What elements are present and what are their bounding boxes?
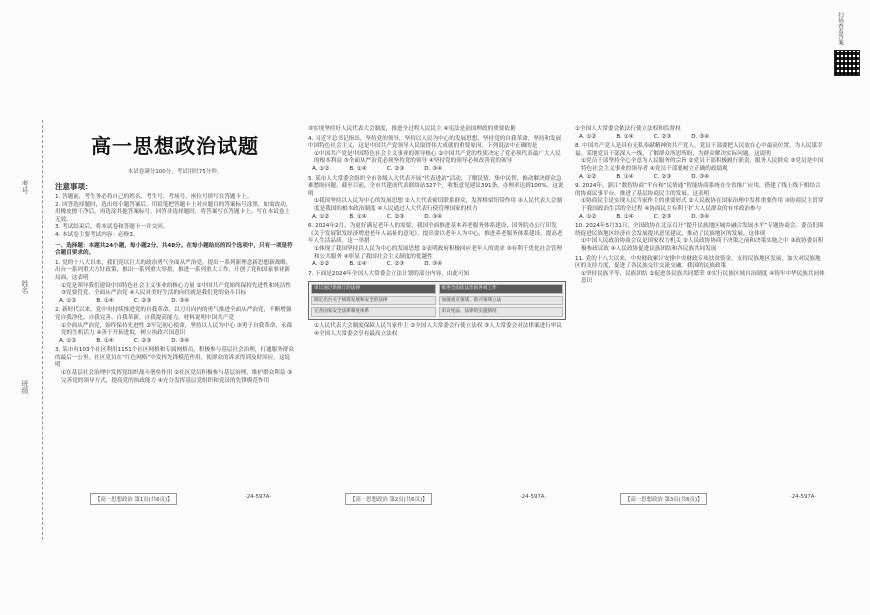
question-options: ①中国人民政治协商会议是国家权力机关 ②人民政协协商于决策之前和决策实施之中 ③政协委员积极参政议政 ④人民政协促进民族团结和各民族共同发展 <box>581 238 824 252</box>
choice-c: C. ②③ <box>653 133 672 140</box>
choice-a: A. ①② <box>312 165 330 172</box>
page-2-column <box>308 126 566 338</box>
choice-b: B. ①④ <box>616 133 634 140</box>
question-options: ①中国共产党是中国特色社会主义事业的领导核心 ②中国共产党的性质决定了党必须代表最广大人民的根本利益 ③全面从严治党必须坚持党的领导 ④坚持党的领导必须改善党的领导 <box>314 150 561 165</box>
choice-b: B. ①④ <box>616 213 634 220</box>
choice-c: C. ②③ <box>386 261 405 268</box>
choice-c: C. ②③ <box>653 213 672 220</box>
question-figure <box>308 281 566 320</box>
choice-b: B. ①④ <box>349 165 367 172</box>
choice-c: C. ②③ <box>653 173 672 180</box>
question-options: ①协商民主是实现人民当家作主的重要形式 ②人民政协在国家治理中发挥重要作用 ③协商民主贯穿于我国政治生活的全过程 ④协商民主有利于扩大人民群众的有序政治参与 <box>581 198 824 212</box>
choice-a: A. ①② <box>312 261 330 268</box>
page-code: ·24-597A· <box>790 494 817 500</box>
question-options: ①坚持民族平等、民族团结 ②促进各民族共同繁荣 ③实行民族区域自治制度 ④铸牢中华民族共同体意识 <box>581 270 825 285</box>
answer-choices <box>575 214 825 222</box>
choice-b: B. ①④ <box>349 261 367 268</box>
question-options: ①在基层社会治理中发挥党组织战斗堡垒作用 ②社区党员积极参与基层治理，维护群众利益 ③完善党的领导方式，提高党的执政能力 ④充分发挥基层党组织和党员的先锋模范作用 <box>61 370 293 384</box>
question-stem: 6. 2024年2月，为更好满足老年人的需要，我国全面推进基本养老服务体系建设，国务院办公厅印发《关于发展银发经济增进老年人福祉的意见》，提出要以老年人为中心，推进养老服务体系建设，提高老年人生活品质。这一举措 <box>308 223 563 245</box>
question-stem: 3. 某市有103个社区利用1151个社区网格和专属网格员，积极参与基层社会治理，打通服务群众的最后一公里。社区党员在“红色网格”中发挥先锋模范作用，使群众的诉求得到及时回应。这说明 <box>55 347 294 369</box>
qr-label: 扫码查看答案 <box>837 12 843 45</box>
question-options: ①全面从严治党，始终保持先进性 ②牢记初心使命，坚持以人民为中心 ③勇于自我革命，永葆党的生机活力 ④善于开拓进取，树立执政兴国意识 <box>61 322 293 337</box>
name-label: 姓名 <box>21 280 29 294</box>
choice-a: A. ①② <box>579 213 597 220</box>
qr-code-icon[interactable] <box>834 50 860 76</box>
choice-d: D. ③④ <box>424 165 443 172</box>
figure-cell: 审议通过新修订的法律 <box>311 284 436 294</box>
question-stem: 4. 习近平总书记指出，坚持党的领导，坚持以人民为中心的发展思想，坚持党的自我革命，坚持和发展中国特色社会主义，这是中国共产党领导人民取得伟大成就的重要原因。下列说法中正确的是 <box>308 135 562 150</box>
choice-d: D. ③④ <box>691 213 710 220</box>
note-item: 4. 本试卷主要考试内容：必修3。 <box>55 231 139 238</box>
exam-subtitle: 本试卷满分100分，考试用时75分钟。 <box>127 169 223 175</box>
qr-code-block[interactable] <box>832 12 862 78</box>
section-heading: 一、选择题：本题共24小题，每小题2分，共48分。在每小题给出的四个选项中，只有一项是符合题目要求的。 <box>55 242 293 257</box>
question-stem: 2. 新时代以来，党中央持续推进党的自我革命，以刀刃向内的勇气推进全面从严治党，不断增强党自我净化、自我完善、自我革新、自我提高能力。材料说明中国共产党 <box>55 307 292 321</box>
question-options: ③实现坚持好人民代表大会制度，推进全过程人民民主 ④宪法是治国理政的重要依据 <box>308 126 516 132</box>
question-options: ①党是领导我们建设中国特色社会主义事业的核心力量 ②中国共产党始终保持先进性和纯洁性 ③党要管党、全面从严治党 ④人民对美好生活的向往就是我们党的奋斗目标 <box>61 282 291 297</box>
answer-choices <box>575 134 825 142</box>
class-label: 班级 <box>21 380 29 394</box>
choice-a: A. ①② <box>312 213 330 220</box>
question-stem: 9. 2024年，浙江“数智协商”平台和“民情通”智能协商系统在全省推广应用，搭建了线上线下相结合的协商议事平台，推进了基层协商民主的发展。这表明 <box>575 183 821 197</box>
choice-a: A. ①② <box>59 297 77 304</box>
note-item: 2. 回答选择题时，选出每小题答案后，用铅笔把答题卡上对应题目的答案标号涂黑。如需改动，用橡皮擦干净后，再选涂其他答案标号。回答非选择题时，将答案写在答题卡上。写在本试卷上无效。 <box>55 201 292 223</box>
choice-c: C. ②③ <box>386 213 405 220</box>
question-stem: 7. 下面是2024年全国人大常委会立法计划的部分内容，由此可知 <box>308 270 470 277</box>
question-options: ①人民代表大会制度保障人民当家作主 ②全国人大常委会行使立法权 ③人大常委会对法律案进行审议 ④全国人大常委会享有最高立法权 <box>314 323 562 337</box>
figure-cell: 制定出台关于统筹发展和安全的法律 <box>311 296 436 306</box>
figure-cell: 审议宪法、法律的实施情况 <box>439 307 564 317</box>
choice-c: C. ②③ <box>386 165 405 172</box>
choice-b: B. ①④ <box>96 337 114 344</box>
page-3-column <box>575 126 825 286</box>
choice-d: D. ③④ <box>171 297 190 304</box>
choice-d: D. ③④ <box>171 337 190 344</box>
question-stem: 8. 中国共产党人是具有无私奉献精神的共产党人。党员干部要把人民放在心中最高位置，为人民谋幸福。某地党员干部深入一线，了解群众所思所盼，为群众解决实际问题。这说明 <box>575 143 823 157</box>
figure-cell: 推进全面依法治国各项工作 <box>439 284 564 294</box>
choice-d: D. ③④ <box>691 173 710 180</box>
choice-c: C. ②③ <box>133 297 152 304</box>
exam-number-label: 考号 <box>21 180 29 194</box>
question-stem: 10. 2024年5月31日，全国政协在北京召开“提升民族地区城乡融合发展水平”专题协商会。委员们围绕促进民族地区经济社会发展提出意见建议，推动了民族地区的发展。这体现 <box>575 223 824 237</box>
question-options: ①党员干部坚持全心全意为人民服务的宗旨 ②党员干部积极履行职责，服务人民群众 ③党员是中国特色社会主义事业的领导者 ④党员干部要树立正确的政绩观 <box>581 158 824 172</box>
figure-column <box>439 284 564 317</box>
choice-b: B. ①④ <box>616 173 634 180</box>
choice-b: B. ①④ <box>349 213 367 220</box>
page-footer: 【高一思想政治 第2页(共6页)】 <box>345 493 432 505</box>
choice-b: B. ①④ <box>96 297 114 304</box>
answer-choices <box>575 174 825 182</box>
question-options: ①体现了我国坚持以人民为中心的发展思想 ②表明政府积极回应老年人的需求 ③有利于优化社会管理和公共服务 ④彰显了我国社会主义制度的优越性 <box>314 245 562 260</box>
choice-d: D. ③④ <box>424 261 443 268</box>
answer-choices <box>308 261 566 269</box>
answer-choices <box>308 166 566 174</box>
choice-d: D. ③④ <box>691 133 710 140</box>
figure-cell: 加强重点领域、新兴领域立法 <box>439 296 564 306</box>
question-stem: 5. 某市人大常委会组织全市各级人大代表开展“代表进站”活动，了解民情、集中民智，推动解决群众急难愁盼问题。截至目前，全市共建成代表联络站327个，收集意见建议391条，办理率达到100%。这说明 <box>308 175 564 197</box>
question-options: ①全国人大常委会依法行使立法权和监督权 <box>575 126 681 132</box>
choice-a: A. ①② <box>59 337 77 344</box>
choice-a: A. ①② <box>579 173 597 180</box>
exam-title: 高一思想政治试题 <box>91 134 259 158</box>
question-stem: 11. 党的十八大以来，中央财政累计安排中央财政专项扶贫资金，支持民族地区发展，加大对民族地区的支持力度，促进了各民族交往交流交融。我国的民族政策 <box>575 255 821 270</box>
choice-c: C. ②③ <box>133 337 152 344</box>
answer-choices <box>55 338 295 346</box>
cut-line <box>42 120 43 540</box>
note-item: 3. 考试结束后，将本试卷和答题卡一并交回。 <box>55 224 169 231</box>
answer-choices <box>308 214 566 222</box>
figure-cell: 完善国家安全法律制度体系 <box>311 307 436 317</box>
figure-column <box>311 284 436 317</box>
notes-heading: 注意事项： <box>55 182 93 191</box>
page-footer: 【高一思想政治 第3页(共6页)】 <box>620 493 707 505</box>
answer-choices <box>55 298 295 306</box>
page-footer: 【高一思想政治 第1页(共6页)】 <box>90 493 177 505</box>
question-options: ①我国坚持以人民为中心的发展思想 ②人大代表密切联系群众，发挥桥梁纽带作用 ③人民代表大会制度是我国的根本政治制度 ④人民通过人大代表行使管理国家的权力 <box>314 198 562 212</box>
page-code: ·24-597A· <box>520 494 547 500</box>
binding-margin <box>6 120 54 540</box>
note-item: 1. 答题前，考生务必将自己的姓名、考生号、考场号、座位号填写在答题卡上。 <box>55 194 253 200</box>
question-stem: 1. 党的十八大以来，我们党以巨大的政治勇气全面从严治党，提出一系列新理念新思想新战略，出台一系列重大方针政策，推出一系列重大举措，推进一系列重大工作，开创了党和国家事业新局面。这表明 <box>55 259 292 281</box>
page-1-column <box>55 118 295 385</box>
choice-a: A. ①② <box>579 133 597 140</box>
page-code: ·24-597A· <box>245 494 272 500</box>
choice-d: D. ③④ <box>424 213 443 220</box>
